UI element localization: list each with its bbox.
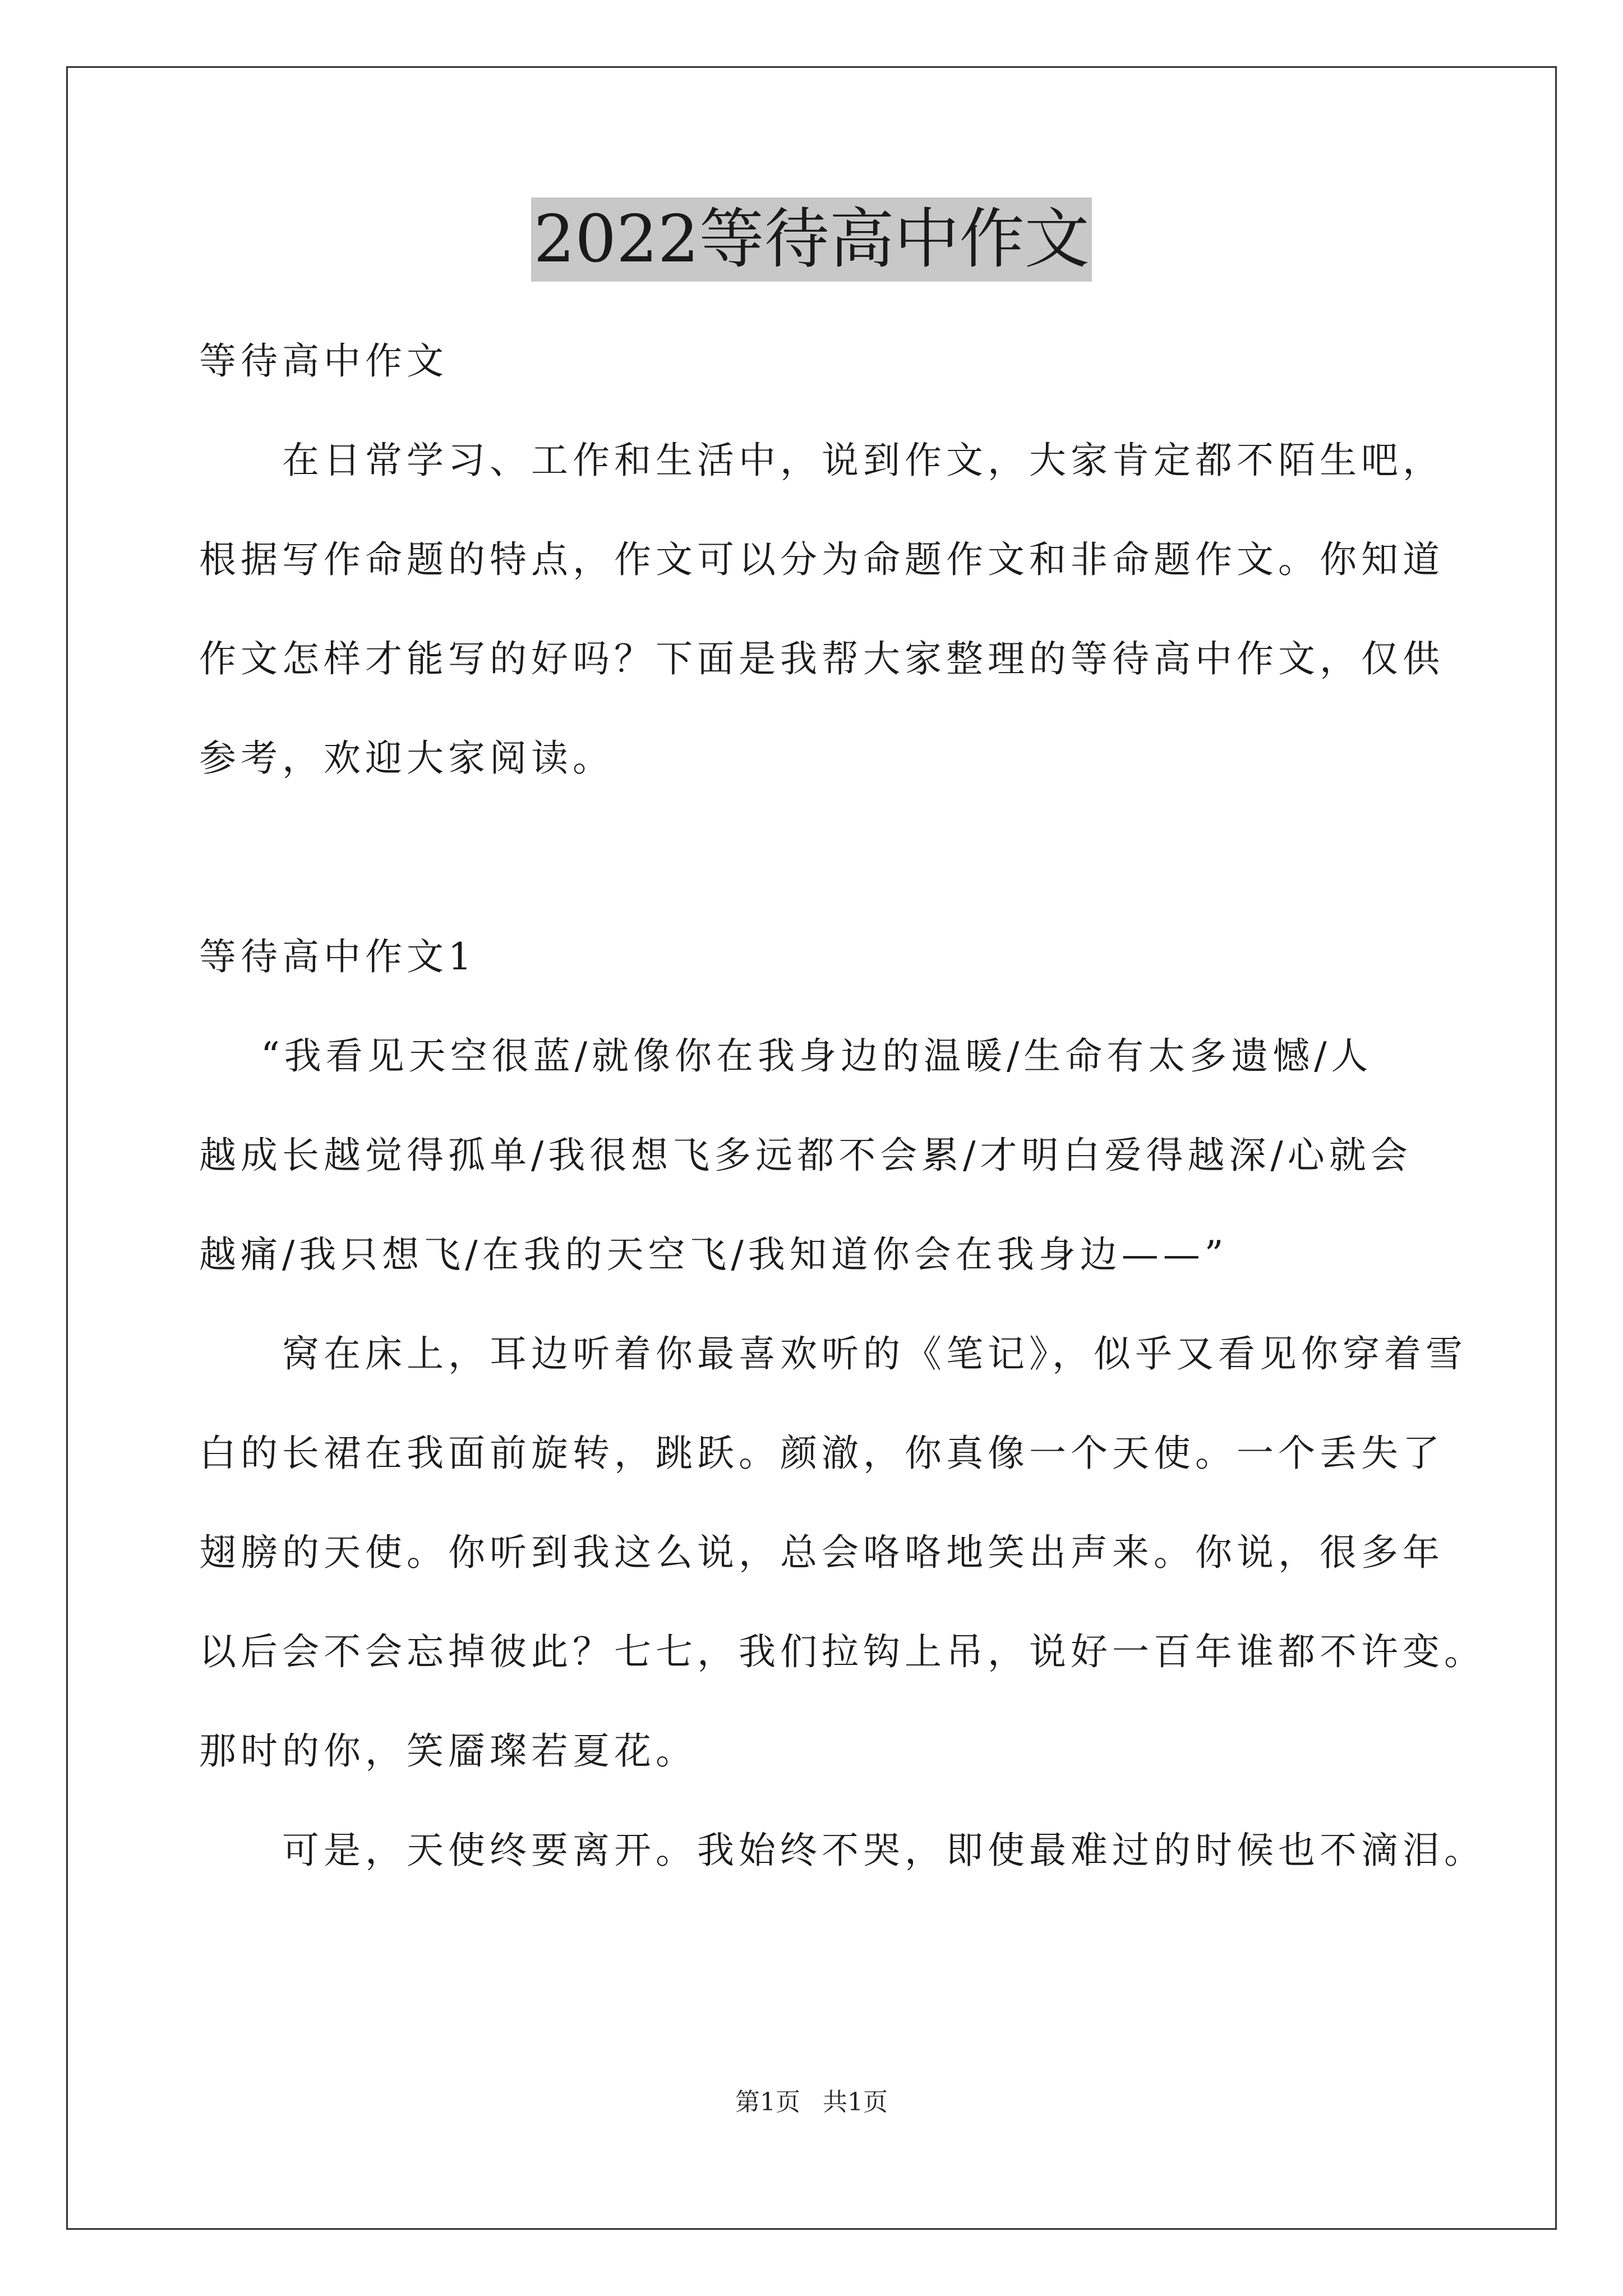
paragraph-line: 以后会不会忘掉彼此？七七，我们拉钩上吊，说好一百年谁都不许变。 bbox=[199, 1630, 1486, 1673]
paragraph-line: 越痛/我只想飞/在我的天空飞/我知道你会在我身边——” bbox=[199, 1233, 1228, 1276]
document-body bbox=[199, 311, 1486, 1900]
section-heading: 等待高中作文 bbox=[199, 339, 448, 383]
blank-line bbox=[199, 808, 1433, 907]
paragraph-line: 翅膀的天使。你听到我这么说，总会咯咯地笑出声来。你说，很多年 bbox=[199, 1531, 1444, 1574]
paragraph-line: “我看见天空很蓝/就像你在我身边的温暖/生命有太多遗憾/人 bbox=[261, 1034, 1373, 1078]
title-wrap bbox=[0, 197, 1623, 282]
paragraph-line: 窝在床上，耳边听着你最喜欢听的《笔记》，似乎又看见你穿着雪 bbox=[282, 1332, 1467, 1375]
page-total: 共1页 bbox=[823, 2088, 888, 2116]
paragraph-line: 根据写作命题的特点，作文可以分为命题作文和非命题作文。你知道 bbox=[199, 538, 1444, 581]
page-footer bbox=[0, 2086, 1623, 2119]
paragraph-line: 参考，欢迎大家阅读。 bbox=[199, 737, 614, 780]
page-number: 第1页 bbox=[735, 2088, 800, 2116]
paragraph-line: 在日常学习、工作和生活中，说到作文，大家肯定都不陌生吧， bbox=[282, 439, 1444, 482]
document-title: 2022等待高中作文 bbox=[531, 197, 1091, 282]
paragraph-line: 那时的你，笑靥璨若夏花。 bbox=[199, 1729, 697, 1773]
paragraph-line: 可是，天使终要离开。我始终不哭，即使最难过的时候也不滴泪。 bbox=[282, 1829, 1486, 1872]
paragraph-line: 白的长裙在我面前旋转，跳跃。颜澈，你真像一个天使。一个丢失了 bbox=[199, 1432, 1444, 1475]
paragraph-line: 作文怎样才能写的好吗？下面是我帮大家整理的等待高中作文，仅供 bbox=[199, 637, 1444, 680]
section-heading: 等待高中作文1 bbox=[199, 935, 476, 978]
paragraph-line: 越成长越觉得孤单/我很想飞多远都不会累/才明白爱得越深/心就会 bbox=[199, 1134, 1412, 1177]
